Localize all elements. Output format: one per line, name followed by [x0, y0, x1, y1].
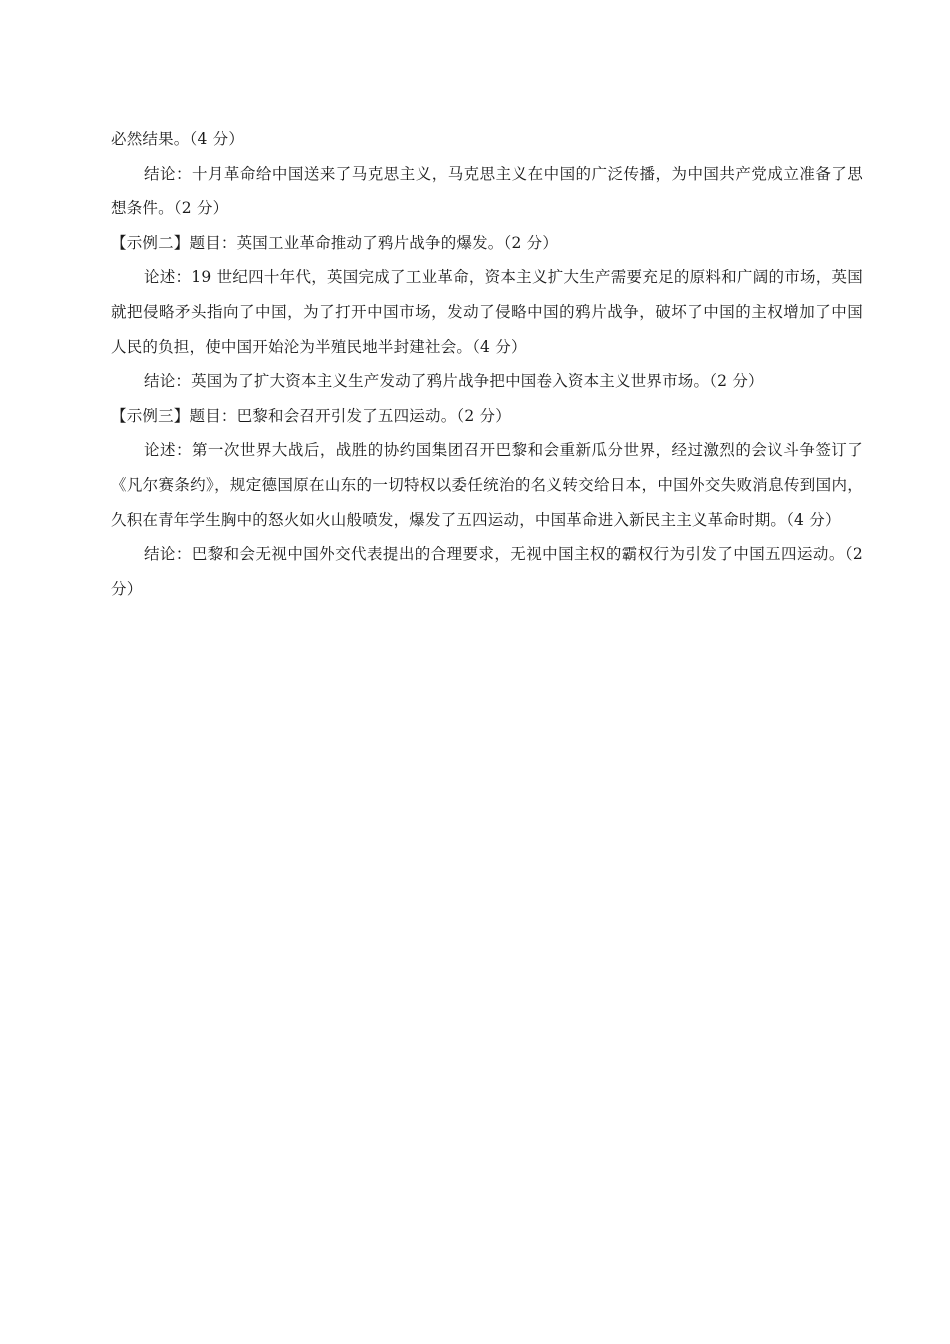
- paragraph-conclusion-example-3: 结论：巴黎和会无视中国外交代表提出的合理要求，无视中国主权的霸权行为引发了中国五四运动。（2 分）: [111, 545, 863, 598]
- paragraph-conclusion-example-1: 结论：十月革命给中国送来了马克思主义，马克思主义在中国的广泛传播，为中国共产党成立准备了思想条件。（2 分）: [111, 164, 863, 218]
- paragraph-argument-example-2: 论述：19 世纪四十年代，英国完成了工业革命，资本主义扩大生产需要充足的原料和广阔的市场，英国就把侵略矛头指向了中国，为了打开中国市场，发动了侵略中国的鸦片战争，破坏了中国的主权增加了中国人民的负担，使中国开始沦为半殖民地半封建社会。（4 分）: [111, 268, 863, 356]
- paragraph-score-continuation: 必然结果。（4 分）: [111, 130, 245, 148]
- paragraph-example-3-title: 【示例三】题目：巴黎和会召开引发了五四运动。（2 分）: [111, 406, 511, 425]
- paragraph-example-2-title: 【示例二】题目：英国工业革命推动了鸦片战争的爆发。（2 分）: [111, 233, 559, 252]
- paragraph-argument-example-3: 论述：第一次世界大战后，战胜的协约国集团召开巴黎和会重新瓜分世界，经过激烈的会议斗争签订了《凡尔赛条约》，规定德国原在山东的一切特权以委任统治的名义转交给日本，中国外交失败消息传到国内，久积在青年学生胸中的怒火如火山般喷发，爆发了五四运动，中国革命进入新民主主义革命时期。（4 分）: [111, 441, 863, 529]
- paragraph-conclusion-example-2: 结论：英国为了扩大资本主义生产发动了鸦片战争把中国卷入资本主义世界市场。（2 分）: [144, 372, 764, 391]
- document-body: [111, 122, 863, 606]
